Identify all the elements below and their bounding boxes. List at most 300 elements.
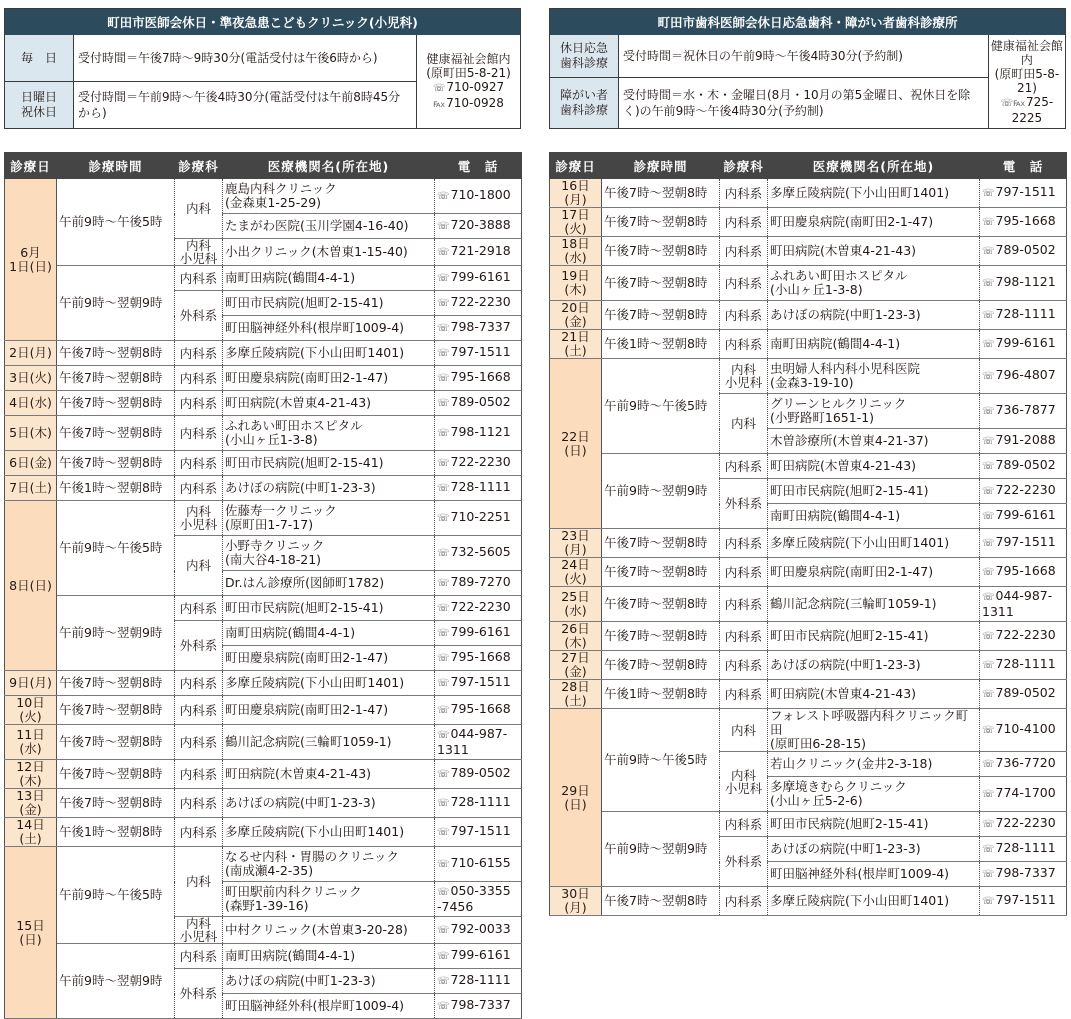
institution-cell: [768, 394, 980, 429]
dept-cell-text: 内科系: [179, 270, 218, 286]
table-row: [550, 301, 1067, 330]
tel-cell: [435, 571, 522, 596]
time-cell: [57, 789, 175, 818]
tel-cell: [980, 208, 1067, 237]
institution-cell-text: 鹿島内科クリニック (金森東1-25-29): [225, 181, 337, 210]
institution-cell: [223, 725, 435, 760]
tel-cell: [435, 917, 522, 944]
header-date: 診療日: [550, 153, 602, 179]
institution-cell-text: 町田慶泉病院(南町田2-1-47): [770, 564, 934, 579]
institution-cell-text: あけぼの病院(中町1-23-3): [225, 973, 376, 988]
time-cell-text: 午後7時～翌朝8時: [604, 243, 708, 258]
tel-cell-text: 795-1668: [450, 369, 511, 384]
dept-cell-text: 内科系: [179, 702, 218, 718]
tel-cell-text: 796-4807: [995, 367, 1056, 382]
table-row: [5, 789, 522, 818]
tel-cell-text: 795-1668: [450, 649, 511, 664]
tel-cell-text: 736-7720: [995, 755, 1056, 770]
institution-cell: [223, 501, 435, 536]
tel-cell-text: 710-6155: [450, 855, 511, 870]
institution-cell: [223, 536, 435, 571]
dept-cell: [720, 812, 768, 837]
header-dept: 診療科: [720, 153, 768, 179]
clinic-holiday-label: 日曜日 祝休日: [5, 82, 74, 128]
dept-cell-text: 内科系: [179, 948, 218, 964]
tel-cell-text: 728-1111: [450, 479, 511, 494]
institution-cell: [223, 266, 435, 291]
date-cell: [5, 725, 57, 760]
time-cell: [57, 366, 175, 391]
phone-icon: ☏: [437, 221, 450, 232]
institution-cell: [223, 789, 435, 818]
dept-cell: [175, 818, 223, 847]
dept-cell-text: 内科: [730, 416, 756, 431]
tel-cell-text: 044-987- 1311: [982, 588, 1053, 619]
dept-cell: [175, 696, 223, 725]
institution-cell-text: 佐藤寿一クリニック (原町田1-7-17): [225, 503, 337, 532]
clinic-tel: 710-0927: [446, 79, 505, 94]
institution-cell: [768, 587, 980, 622]
institution-cell: [223, 571, 435, 596]
dept-cell-text: 内科系: [179, 675, 218, 691]
tel-cell: [980, 837, 1067, 862]
time-cell: [57, 725, 175, 760]
table-row: [5, 416, 522, 451]
date-cell: [550, 330, 602, 359]
phone-icon: ☏: [982, 538, 995, 549]
institution-cell: [223, 646, 435, 671]
table-row: [5, 391, 522, 416]
time-cell-text: 午後7時～翌朝8時: [59, 395, 163, 410]
table-row: [550, 887, 1067, 916]
institution-cell: [223, 818, 435, 847]
dept-cell-text: 内科系: [179, 345, 218, 361]
tel-cell: [435, 818, 522, 847]
dental-faxtel: 725-2225: [1011, 94, 1054, 125]
date-cell: [550, 237, 602, 266]
time-cell: [57, 818, 175, 847]
time-cell-text: 午前9時～午後5時: [59, 540, 163, 555]
dental-info-title: 町田市歯科医師会休日応急歯科・障がい者歯科診療所: [550, 9, 1065, 35]
dept-cell-text: 内科系: [179, 824, 218, 840]
tel-cell: [980, 709, 1067, 752]
phone-icon: ☏: [982, 486, 995, 497]
time-cell-text: 午後7時～翌朝8時: [59, 734, 163, 749]
date-cell: [550, 622, 602, 651]
tel-cell: [980, 301, 1067, 330]
time-cell-text: 午後1時～翌朝8時: [59, 824, 163, 839]
dept-cell: [720, 837, 768, 887]
phone-icon: ☏: [982, 406, 995, 417]
institution-cell: [768, 301, 980, 330]
time-cell: [57, 266, 175, 341]
dept-cell-text: 内科系: [724, 185, 763, 201]
time-cell-text: 午後1時～翌朝8時: [604, 686, 708, 701]
tel-cell-text: 799-6161: [995, 335, 1056, 350]
tel-cell-text: 789-7270: [450, 574, 511, 589]
time-cell: [57, 696, 175, 725]
institution-cell-text: 南町田病院(鶴間4-4-1): [770, 336, 901, 351]
date-cell-text: 13日(金): [16, 788, 45, 817]
table-row: [550, 651, 1067, 680]
table-row: [5, 944, 522, 969]
dept-cell: [720, 752, 768, 812]
dept-cell: [175, 239, 223, 266]
header-institution: 医療機関名(所在地): [223, 153, 435, 179]
time-cell: [602, 330, 720, 359]
table-row: [5, 451, 522, 476]
time-cell: [57, 596, 175, 671]
table-row: [5, 818, 522, 847]
phone-icon: ☏: [437, 1001, 450, 1012]
table-row: [550, 179, 1067, 208]
tel-cell-text: 798-1121: [450, 424, 511, 439]
date-cell-text: 17日(火): [561, 207, 590, 236]
dept-cell: [720, 479, 768, 529]
institution-cell: [768, 709, 980, 752]
dept-cell-text: 内科: [185, 558, 211, 573]
phone-icon: ☏: [982, 278, 995, 289]
header-time: 診療時間: [57, 153, 175, 179]
tel-cell-text: 710-1800: [450, 187, 511, 202]
phone-icon: ☏: [982, 869, 995, 880]
dept-cell: [175, 536, 223, 596]
date-cell-text: 3日(火): [9, 370, 52, 385]
time-cell: [602, 812, 720, 887]
dept-cell-text: 内科系: [179, 370, 218, 386]
date-cell: [5, 416, 57, 451]
institution-cell: [223, 596, 435, 621]
institution-cell: [223, 239, 435, 266]
tel-cell: [435, 476, 522, 501]
phone-icon: ☏: [982, 511, 995, 522]
phone-icon: ☏: [437, 247, 450, 258]
dept-cell: [175, 416, 223, 451]
time-cell-text: 午前9時～午後5時: [59, 887, 163, 902]
time-cell-text: 午前9時～翌朝9時: [604, 483, 708, 498]
tel-cell: [980, 777, 1067, 812]
clinic-info-title: 町田市医師会休日・準夜急患こどもクリニック(小児科): [5, 9, 520, 35]
table-row: [550, 529, 1067, 558]
time-cell: [57, 760, 175, 789]
institution-cell-text: 多摩丘陵病院(下小山田町1401): [770, 535, 950, 550]
time-cell-text: 午後7時～翌朝8時: [604, 185, 708, 200]
date-cell: [550, 208, 602, 237]
dept-cell: [175, 366, 223, 391]
dept-cell: [175, 266, 223, 291]
institution-cell-text: ふれあい町田ホスピタル (小山ヶ丘1-3-8): [225, 418, 363, 447]
dept-cell: [720, 558, 768, 587]
table-row: [550, 330, 1067, 359]
dept-cell: [720, 887, 768, 916]
institution-cell-text: 多摩丘陵病院(下小山田町1401): [225, 824, 405, 839]
institution-cell: [768, 266, 980, 301]
tel-cell-text: 798-7337: [450, 997, 511, 1012]
dept-cell-text: 外科系: [179, 986, 218, 1001]
date-cell-text: 2日(月): [9, 345, 52, 360]
tel-cell: [980, 394, 1067, 429]
table-row: [5, 366, 522, 391]
time-cell: [57, 671, 175, 696]
institution-cell-text: あけぼの病院(中町1-23-3): [770, 657, 921, 672]
date-cell-text: 28日(土): [561, 679, 590, 708]
phone-icon: ☏: [437, 859, 450, 870]
table-row: [5, 760, 522, 789]
table-row: [550, 454, 1067, 479]
date-cell: [550, 359, 602, 529]
dept-cell: [720, 359, 768, 394]
dept-cell-text: 内科系: [179, 766, 218, 782]
tel-cell: [980, 529, 1067, 558]
institution-cell-text: 多摩丘陵病院(下小山田町1401): [225, 675, 405, 690]
date-cell: [5, 366, 57, 391]
tel-cell: [435, 416, 522, 451]
dept-cell-text: 内科系: [724, 243, 763, 259]
institution-cell-text: フォレスト呼吸器内科クリニック町田 (原町田6-28-15): [770, 708, 969, 751]
institution-cell-text: 多摩丘陵病院(下小山田町1401): [225, 345, 405, 360]
institution-cell-text: 町田病院(木曽東4-21-43): [225, 395, 372, 410]
institution-cell: [768, 752, 980, 777]
institution-cell: [223, 671, 435, 696]
table-row: [550, 359, 1067, 394]
time-cell-text: 午後7時～翌朝8時: [59, 766, 163, 781]
tel-cell-text: 798-7337: [450, 319, 511, 334]
phone-icon: ☏: [437, 769, 450, 780]
institution-cell-text: 町田病院(木曽東4-21-43): [770, 243, 917, 258]
tel-cell-text: 721-2918: [450, 243, 511, 258]
dept-cell-text: 外科系: [724, 496, 763, 511]
table-row: [550, 208, 1067, 237]
tel-cell: [980, 587, 1067, 622]
institution-cell: [768, 529, 980, 558]
clinic-daily-label: 毎 日: [5, 35, 74, 81]
table-row: [5, 341, 522, 366]
header-dept: 診療科: [175, 153, 223, 179]
institution-cell-text: 鶴川記念病院(三輪町1059-1): [770, 596, 937, 611]
table-row: [5, 266, 522, 291]
tel-cell-text: 799-6161: [450, 269, 511, 284]
dept-cell: [175, 760, 223, 789]
tel-cell-text: 799-6161: [450, 947, 511, 962]
date-cell: [5, 501, 57, 671]
phone-icon: ☏: [982, 188, 995, 199]
dept-cell-text: 外科系: [724, 854, 763, 869]
clinic-fax: 710-0928: [446, 95, 504, 110]
tel-cell: [435, 882, 522, 917]
tel-cell-text: 789-0502: [995, 685, 1056, 700]
phone-icon: ☏: [437, 348, 450, 359]
institution-cell: [768, 429, 980, 454]
institution-cell-text: 若山クリニック(金井2-3-18): [770, 756, 933, 771]
dept-cell: [175, 501, 223, 536]
tel-cell: [435, 994, 522, 1019]
tel-cell-text: 792-0033: [450, 921, 511, 936]
tel-cell: [435, 671, 522, 696]
schedule-table-left: [4, 152, 522, 1019]
time-cell-text: 午後7時～翌朝8時: [604, 307, 708, 322]
time-cell: [602, 359, 720, 454]
date-cell: [5, 451, 57, 476]
institution-cell: [768, 237, 980, 266]
institution-cell-text: 町田病院(木曽東4-21-43): [770, 458, 917, 473]
phone-icon: ☏: [982, 567, 995, 578]
date-cell-text: 21日(土): [561, 329, 590, 358]
institution-cell: [223, 179, 435, 214]
institution-cell-text: 南町田病院(鶴間4-4-1): [770, 508, 901, 523]
institution-cell: [768, 622, 980, 651]
tel-cell: [435, 621, 522, 646]
date-cell-text: 20日(金): [561, 300, 590, 329]
table-row: [5, 179, 522, 214]
dept-cell-text: 内科系: [724, 816, 763, 832]
date-cell-text: 24日(火): [561, 557, 590, 586]
date-cell-text: 16日(月): [561, 178, 590, 207]
date-cell: [5, 696, 57, 725]
tel-cell-text: 774-1700: [995, 785, 1056, 800]
dept-cell: [175, 451, 223, 476]
time-cell: [57, 416, 175, 451]
phone-icon: ☏: [437, 273, 450, 284]
phone-icon: ☏: [437, 398, 450, 409]
tel-cell-text: 722-2230: [995, 815, 1056, 830]
tel-cell: [435, 179, 522, 214]
time-cell-text: 午後7時～翌朝8時: [59, 795, 163, 810]
time-cell: [602, 887, 720, 916]
date-cell: [5, 847, 57, 1019]
phone-icon: ☏: [982, 436, 995, 447]
institution-cell: [223, 366, 435, 391]
phone-icon: ☏: [437, 578, 450, 589]
date-cell-text: 27日(金): [561, 650, 590, 679]
dept-cell: [175, 847, 223, 917]
date-cell-text: 26日(木): [561, 621, 590, 650]
time-cell-text: 午後7時～翌朝8時: [59, 675, 163, 690]
tel-cell-text: 728-1111: [450, 972, 511, 987]
tel-cell-text: 722-2230: [450, 599, 511, 614]
time-cell-text: 午後7時～翌朝8時: [59, 455, 163, 470]
tel-cell: [980, 887, 1067, 916]
phone-icon: ☏: [437, 705, 450, 716]
tel-cell-text: 728-1111: [995, 656, 1056, 671]
dept-cell-text: 内科系: [724, 628, 763, 644]
phone-icon: ☏: [437, 678, 450, 689]
tel-cell-text: 728-1111: [450, 794, 511, 809]
clinic-venue: 健康福祉会館内: [426, 51, 511, 66]
time-cell: [602, 208, 720, 237]
header-date: 診療日: [5, 153, 57, 179]
date-cell-text: 29日(日): [561, 782, 590, 812]
dept-cell-text: 内科系: [724, 596, 763, 612]
institution-cell-text: 町田市民病院(旭町2-15-41): [770, 816, 929, 831]
tel-cell-text: 795-1668: [450, 701, 511, 716]
time-cell: [602, 237, 720, 266]
institution-cell-text: 小野寺クリニック (南大谷4-18-21): [225, 538, 325, 567]
tel-cell-text: 728-1111: [995, 306, 1056, 321]
phone-icon: ☏: [982, 844, 995, 855]
tel-cell: [435, 341, 522, 366]
tel-cell-text: 728-1111: [995, 840, 1056, 855]
institution-cell-text: 町田慶泉病院(南町田2-1-47): [225, 702, 389, 717]
dept-cell-text: 外科系: [179, 308, 218, 323]
dept-cell: [175, 789, 223, 818]
date-cell-text: 12日(木): [16, 759, 45, 788]
dept-cell-text: 内科 小児科: [179, 916, 218, 944]
date-cell: [550, 887, 602, 916]
phone-icon: ☏: [982, 725, 995, 736]
phone-icon: ☏: [982, 759, 995, 770]
table-row: [5, 596, 522, 621]
tel-cell: [435, 451, 522, 476]
tel-cell: [435, 266, 522, 291]
tel-cell: [435, 316, 522, 341]
institution-cell-text: 町田市民病院(旭町2-15-41): [225, 455, 384, 470]
dept-cell: [720, 651, 768, 680]
institution-cell-text: 町田市民病院(旭町2-15-41): [225, 295, 384, 310]
time-cell: [602, 529, 720, 558]
time-cell: [602, 179, 720, 208]
institution-cell-text: 町田慶泉病院(南町田2-1-47): [225, 370, 389, 385]
tel-cell-text: 789-0502: [995, 242, 1056, 257]
institution-cell: [768, 558, 980, 587]
dept-cell: [175, 341, 223, 366]
dept-cell-text: 内科系: [179, 455, 218, 471]
dept-cell-text: 内科系: [724, 458, 763, 474]
phone-icon: ☏: [982, 371, 995, 382]
tel-cell-text: 789-0502: [995, 457, 1056, 472]
dept-cell-text: 内科系: [724, 564, 763, 580]
institution-cell: [223, 341, 435, 366]
date-cell-text: 19日(木): [561, 268, 590, 297]
time-cell-text: 午後7時～翌朝8時: [604, 893, 708, 908]
phone-fax-icon: ☏℻: [1000, 97, 1026, 109]
dental-venue: 健康福祉会館内: [990, 38, 1063, 67]
dept-cell-text: 内科系: [724, 535, 763, 551]
time-cell-text: 午前9時～午後5時: [604, 752, 708, 767]
institution-cell: [768, 887, 980, 916]
phone-icon: ☏: [437, 925, 450, 936]
dental-holiday-label: 休日応急 歯科診療: [550, 35, 619, 77]
institution-cell-text: グリーンヒルクリニック (小野路町1651-1): [770, 396, 907, 425]
institution-cell-text: 町田慶泉病院(南町田2-1-47): [225, 650, 389, 665]
institution-cell-text: 南町田病院(鶴間4-4-1): [225, 625, 356, 640]
time-cell-text: 午前9時～翌朝9時: [59, 973, 163, 988]
time-cell-text: 午後7時～翌朝8時: [59, 370, 163, 385]
institution-cell: [223, 847, 435, 882]
tel-cell: [435, 596, 522, 621]
dept-cell: [720, 208, 768, 237]
phone-icon: ☏: [437, 191, 450, 202]
tel-cell-text: 789-0502: [450, 765, 511, 780]
tel-cell-text: 736-7877: [995, 402, 1056, 417]
institution-cell-text: 町田駅前内科クリニック (森野1-39-16): [225, 884, 362, 913]
dept-cell: [720, 709, 768, 752]
dept-cell-text: 内科: [730, 722, 756, 738]
tel-cell: [435, 291, 522, 316]
date-cell-text: 25日(水): [561, 589, 590, 618]
dept-cell: [175, 391, 223, 416]
tel-cell-text: 722-2230: [995, 627, 1056, 642]
time-cell-text: 午前9時～午後5時: [604, 398, 708, 413]
institution-cell: [223, 760, 435, 789]
institution-cell: [768, 179, 980, 208]
time-cell-text: 午後7時～翌朝8時: [604, 535, 708, 550]
dept-cell-text: 内科 小児科: [179, 504, 218, 532]
table-row: [550, 266, 1067, 301]
table-row: [550, 709, 1067, 752]
institution-cell-text: 町田市民病院(旭町2-15-41): [770, 483, 929, 498]
dept-cell-text: 内科: [185, 201, 211, 216]
dept-cell: [175, 596, 223, 621]
